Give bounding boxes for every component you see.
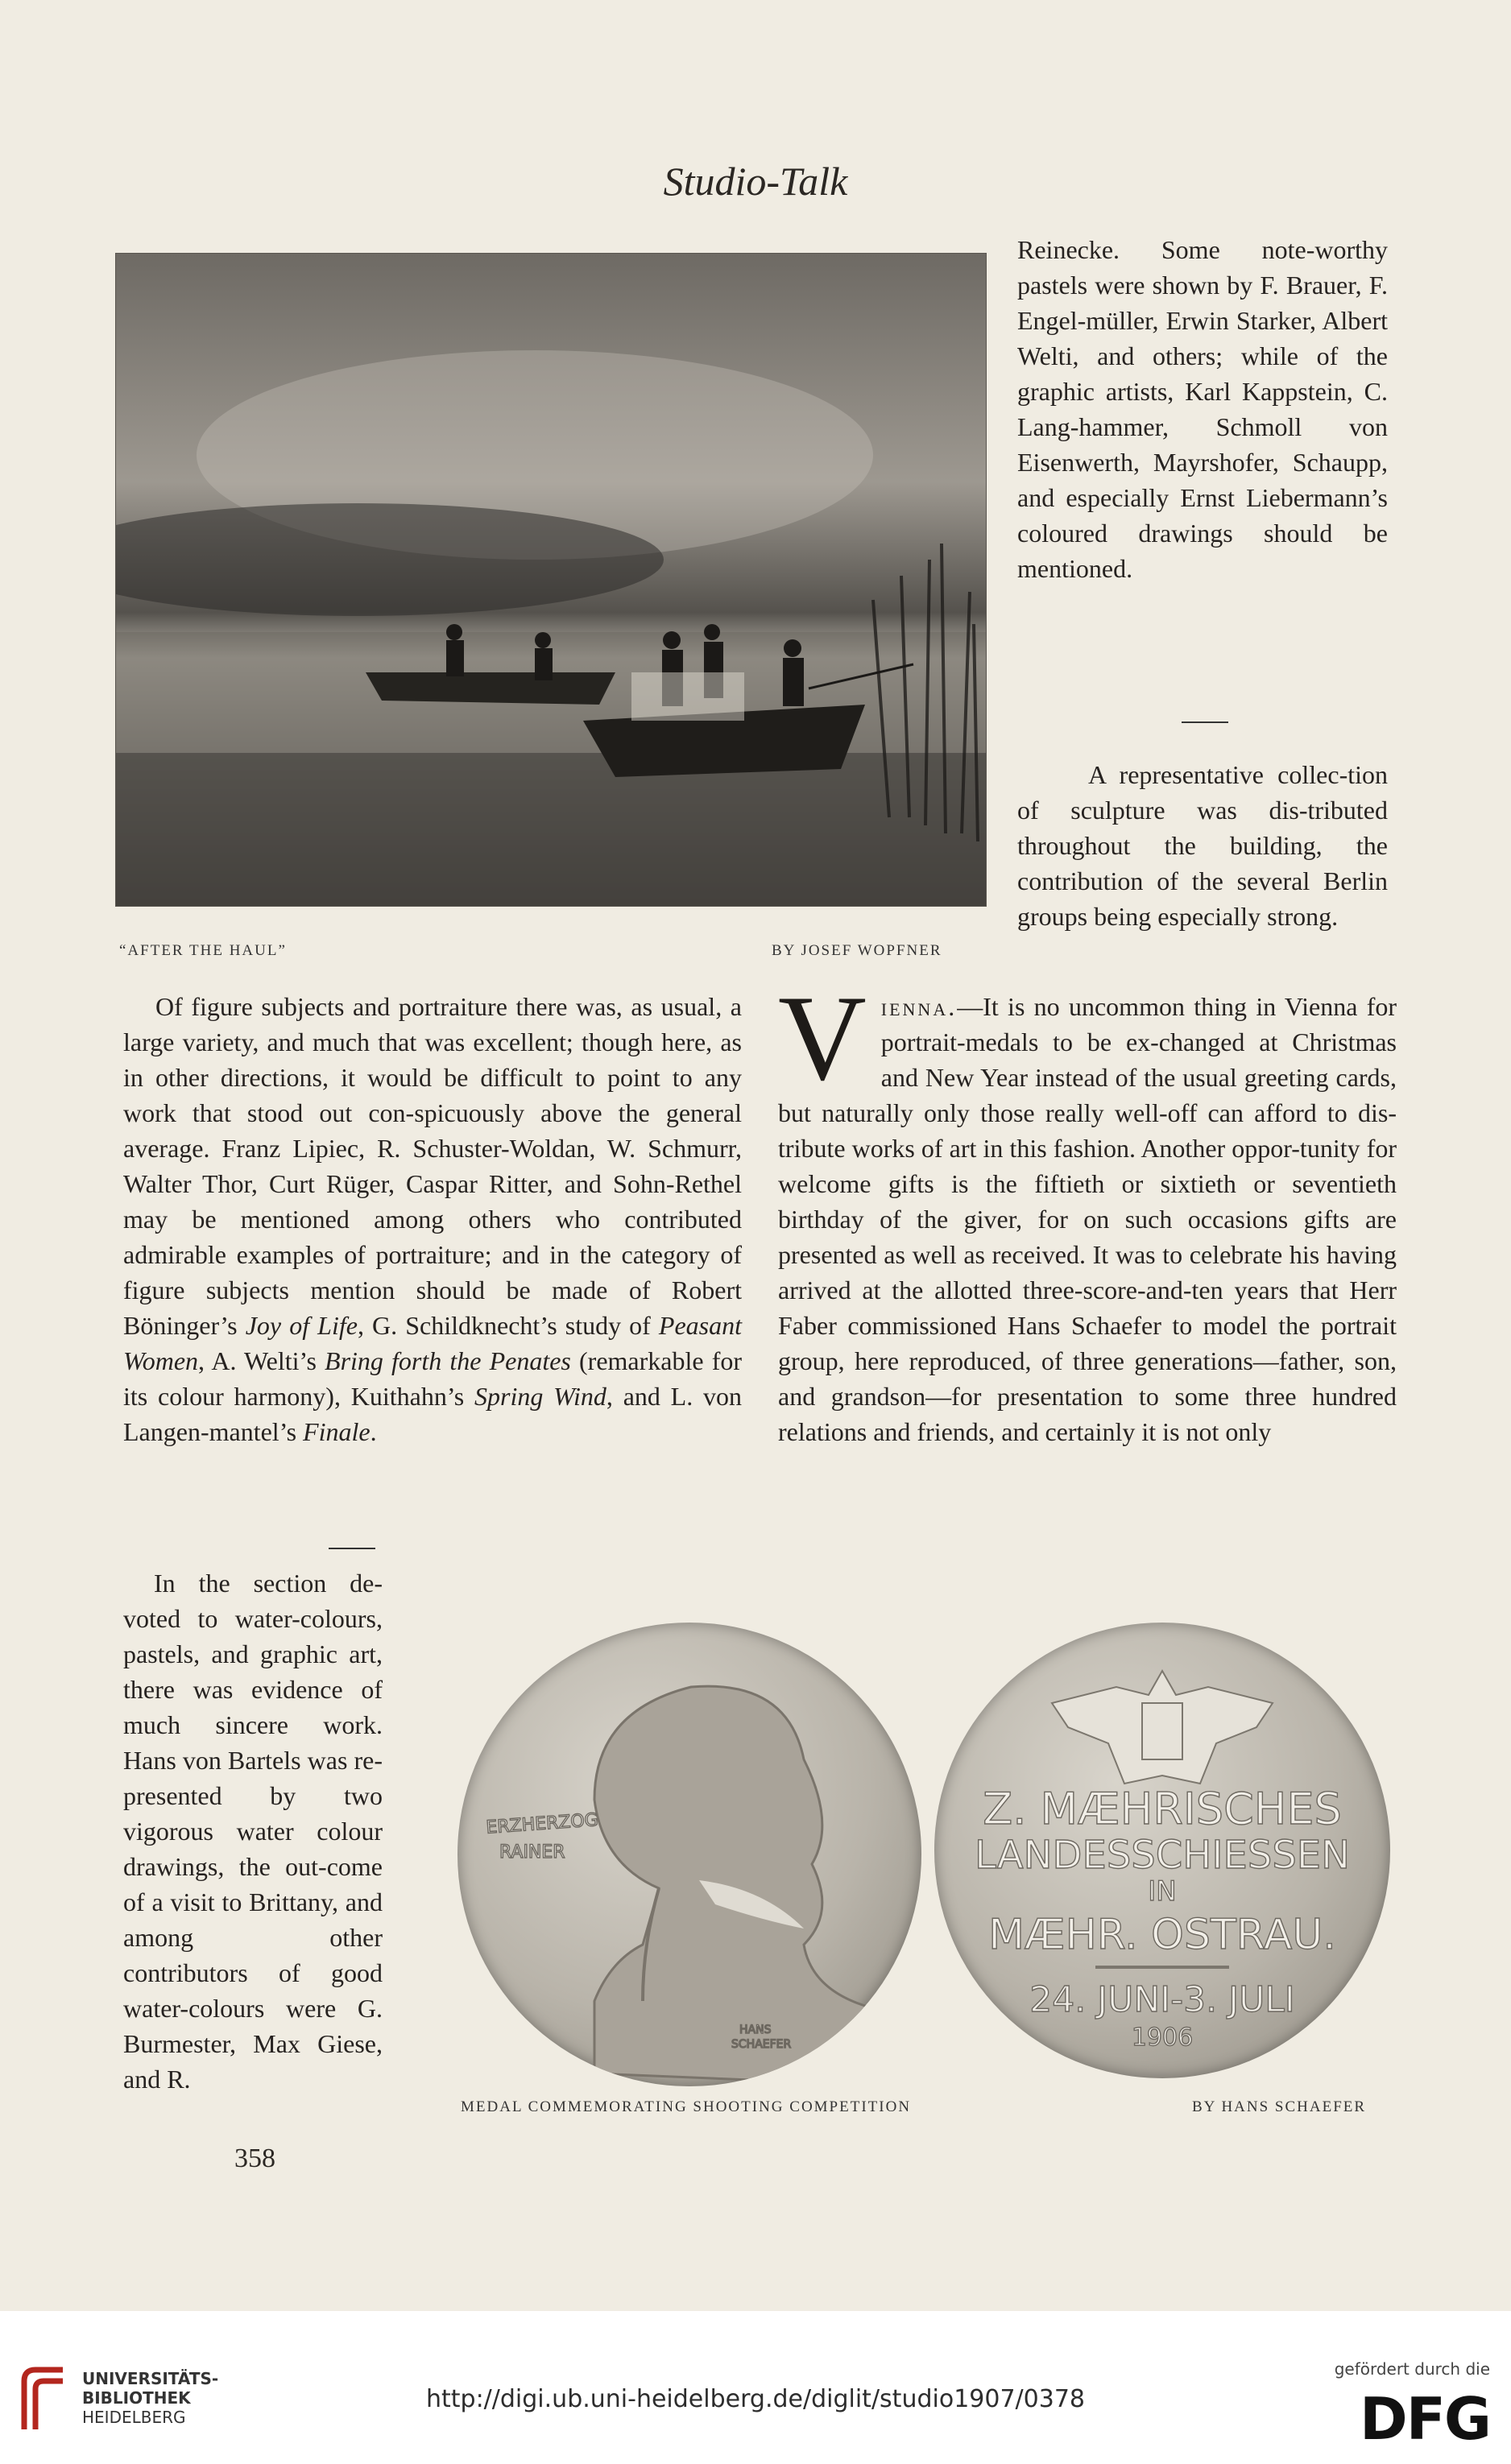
university-library-name: UNIVERSITÄTS- BIBLIOTHEK HEIDELBERG [82,2369,219,2427]
medal-line-landesschiessen: LANDESSCHIESSEN [974,1833,1351,1878]
medal-line-in: IN [1148,1875,1177,1908]
pastels-text: Reinecke. Some note-worthy pastels were shown by F. Brauer, F. Engel-müller, Erwin Starker, Albert Welti, and others; while of the graphic artists, Karl Kappstein, C. Lang-hammer, Schmoll von Eisenwerth, Mayrshofer, Schaupp, and especially Ernst Liebermann’s coloured drawings should be mentioned. [1017,235,1388,583]
painting-after-the-haul [115,253,987,907]
medal-inscription-erzherzog: ERZHERZOG [485,1809,599,1838]
eagle-emblem-icon [1052,1671,1273,1784]
drop-cap-v: V [778,970,867,1106]
vienna-heading: ienna. [880,992,958,1021]
sculpture-text: A representative collec-tion of sculpture was dis-tributed throughout the building, the contribution of the several Berlin groups being especially strong. [1017,760,1388,931]
running-head: Studio-Talk [663,159,848,204]
medal-signature-schaefer: SCHAEFER [731,2038,792,2051]
vienna-text: Vienna.—It is no uncommon thing in Vienna for portrait-medals to be ex-changed at Christmas and New Year instead of the usual greeting cards, but naturally only those really well-off can afford to dis-tribute works of art in this fashion. Another oppor-tunity for welcome gifts is the fiftieth or sixtieth or seventieth birthday of the giver, for on such occasions gifts are presented as well as received. It was to celebrate his having arrived at the allotted three-score-and-ten years that Herr Faber commissioned Hans Schaefer to model the portrait group, here reproduced, of three generations—father, son, and grandson—for presentation to some three hundred relations and friends, and certainly it is not only [778,970,1397,1446]
section-divider-right [1182,721,1228,723]
right-column-sculpture-paragraph [1017,757,1388,934]
funding-note: gefördert durch die [1334,2359,1490,2379]
watercolour-paragraph [123,1565,383,2097]
medal-line-maehrisches: Z. MÆHRISCHES [983,1784,1342,1834]
medal-inscription-rainer: RAINER [499,1842,565,1862]
caption-artist-schaefer: BY HANS SCHAEFER [1192,2098,1367,2115]
digital-library-url[interactable]: http://digi.ub.uni-heidelberg.de/diglit/studio1907/0378 [425,2385,1085,2413]
medal-line-year: 1906 [1131,2024,1194,2052]
right-column-pastels-paragraph [1017,232,1388,586]
section-divider-left [329,1548,375,1549]
title-joy-of-life: Joy of Life [245,1311,358,1340]
medal-reverse-inscription [934,1623,1390,2078]
title-finale: Finale [303,1417,371,1446]
caption-title-medal: MEDAL COMMEMORATING SHOOTING COMPETITION [461,2098,912,2115]
medal-line-ostrau: MÆHR. OSTRAU. [988,1911,1336,1959]
caption-title-after-the-haul: “AFTER THE HAUL” [119,942,287,959]
figure-subjects-paragraph [123,989,742,1449]
page-number: 358 [234,2144,275,2173]
vienna-paragraph [778,970,1397,1449]
figure-subjects-text: Of figure subjects and portraiture there was, as usual, a large variety, and much that was excellent; though here, as in other directions, it would be difficult to point to any work that stood out con-spicuously above the general average. Franz Lipiec, R. Schuster-Woldan, W. Schmurr, Walter Thor, Curt Rüger, Caspar Ritter, and Sohn-Rethel may be mentioned among others who contributed admirable examples of portraiture; and in the category of figure subjects mention should be made of Robert Böninger’s Joy of Life, G. Schildknecht’s study of Peasant Women, A. Welti’s Bring forth the Penates (remarkable for its colour harmony), Kuithahn’s Spring Wind, and L. von Langen-mantel’s Finale. [123,992,743,1446]
medal-signature-hans: HANS [739,2024,772,2036]
dfg-logo: DFG [1359,2385,1490,2453]
title-peasant-women: Peasant Women [123,1311,743,1375]
title-spring-wind: Spring Wind [474,1382,606,1411]
title-bring-forth-the-penates: Bring forth the Penates [325,1346,571,1375]
medal-line-dates: 24. JUNI-3. JULI [1029,1979,1295,2020]
medal-obverse-portrait [457,1623,921,2086]
caption-artist-wopfner: BY JOSEF WOPFNER [772,942,942,959]
watercolour-text: In the section de-voted to water-colours, pastels, and graphic art, there was evidence of much sincere work. Hans von Bartels was re-presented by two vigorous water colour drawings, the out-come of a visit to Brittany, and among other contributors of good water-colours were G. Burmester, Max Giese, and R. [123,1569,383,2094]
